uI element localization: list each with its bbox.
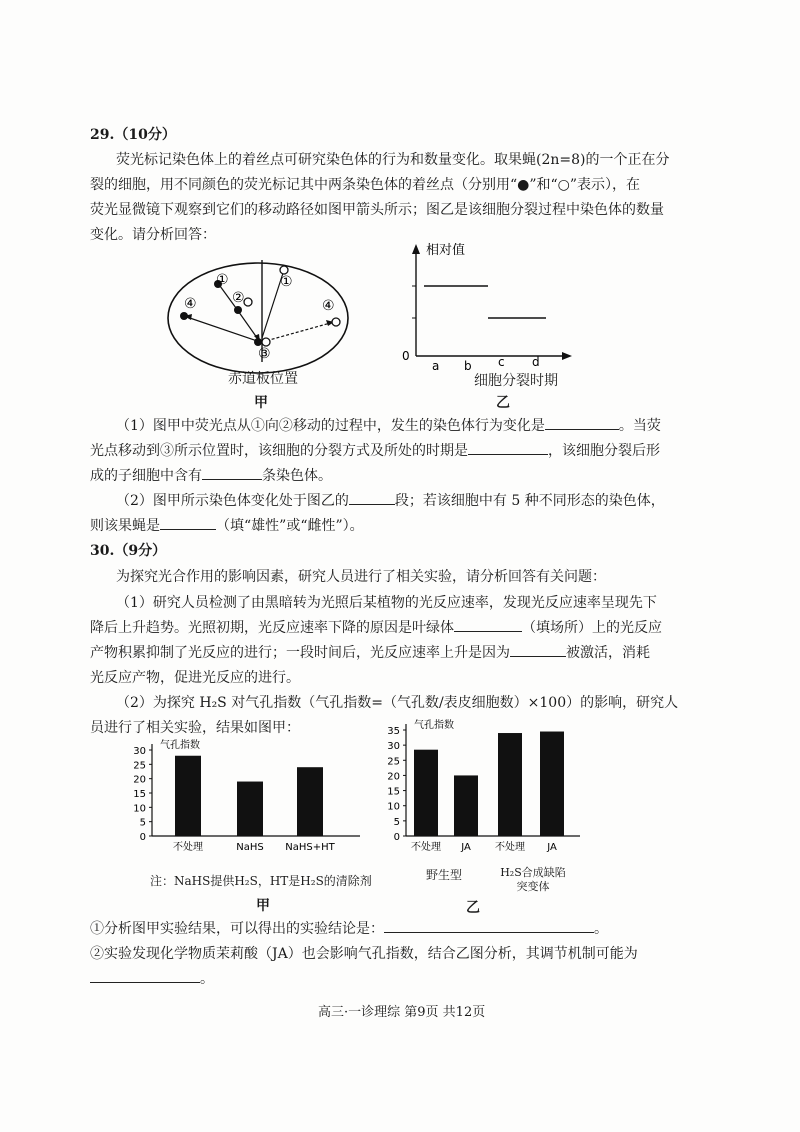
bar — [454, 775, 478, 836]
y-axis-label: 气孔指数 — [160, 740, 200, 751]
bar — [237, 782, 263, 836]
y-tick-label: 5 — [393, 816, 400, 828]
q30-s2-line1: （2）为探究 H₂S 对气孔指数（气孔指数=（气孔数/表皮细胞数）×100）的影响，研究人 — [116, 695, 679, 711]
tick-a: a — [432, 359, 440, 373]
q30-s2-line2: 员进行了相关实验，结果如图甲： — [90, 720, 300, 736]
category-label: NaHS — [236, 842, 264, 852]
q29-intro-line1: 荧光标记染色体上的着丝点可研究染色体的行为和数量变化。取果蝇(2n=8)的一个正在分 — [116, 152, 670, 168]
q30-intro: 为探究光合作用的影响因素，研究人员进行了相关实验，请分析回答有关问题： — [116, 569, 606, 585]
q29-s1-line1: （1）图甲中荧光点从①向②移动的过程中，发生的染色体行为变化是 。当荧 — [116, 415, 661, 437]
bar-chart-yi — [370, 712, 590, 852]
q30-q2: ②实验发现化学物质茉莉酸（JA）也会影响气孔指数，结合乙图分析，其调节机制可能为 — [90, 946, 638, 962]
answer-blank[interactable] — [384, 918, 594, 933]
q29-s1-line3: 成的子细胞中含有 条染色体。 — [90, 465, 332, 487]
y-axis-label: 气孔指数 — [414, 720, 454, 731]
q29-s2-line1: （2）图甲所示染色体变化处于图乙的 段；若该细胞中有 5 种不同形态的染色体， — [116, 490, 665, 512]
category-label: JA — [461, 842, 471, 852]
bar — [175, 756, 201, 836]
bar-chart-jia — [110, 732, 380, 852]
y-tick-label: 10 — [387, 801, 400, 813]
tick-c: c — [498, 355, 505, 369]
fig-label-1: ① — [216, 272, 229, 288]
y-tick-label: 20 — [133, 774, 146, 786]
equatorial-plate-caption: 赤道板位置 — [228, 371, 298, 387]
chart-jia-note: 注：NaHS提供H₂S，HT是H₂S的清除剂 — [150, 874, 372, 888]
y-tick-label: 0 — [393, 832, 400, 843]
answer-blank[interactable] — [160, 515, 216, 530]
bar — [414, 750, 438, 836]
answer-blank[interactable] — [545, 415, 619, 430]
y-tick-label: 30 — [133, 746, 146, 757]
bar — [540, 732, 564, 836]
q30-q1: ①分析图甲实验结果，可以得出的实验结论是： 。 — [90, 918, 608, 940]
y-tick-label: 5 — [139, 817, 146, 829]
y-tick-label: 15 — [133, 789, 146, 800]
q29-heading: 29.（10分） — [90, 127, 176, 143]
category-label: JA — [547, 842, 557, 852]
chart-jia-title: 甲 — [256, 898, 270, 914]
fig-label-2: ② — [232, 290, 245, 306]
q29-intro-line3: 荧光显微镜下观察到它们的移动路径如图甲箭头所示；图乙是该细胞分裂过程中染色体的数量 — [90, 202, 664, 218]
fig-label-4b: ④ — [322, 298, 335, 314]
answer-blank[interactable] — [349, 490, 395, 505]
y-tick-label: 20 — [387, 771, 400, 783]
y-tick-label: 30 — [387, 741, 400, 753]
q30-q2-answer-line: 。 — [90, 968, 214, 990]
figure-yi-step-graph — [396, 238, 586, 374]
q29-s2-line2: 则该果蝇是 （填“雄性”或“雌性”）。 — [90, 515, 364, 537]
q29-intro-line2: 裂的细胞，用不同颜色的荧光标记其中两条染色体的着丝点（分别用“●”和“○”表示），在 — [90, 177, 641, 193]
q29-s1-line2: 光点移动到③所示位置时，该细胞的分裂方式及所处的时期是 ，该细胞分裂后形 — [90, 440, 660, 462]
answer-blank[interactable] — [510, 642, 566, 657]
q30-heading: 30.（9分） — [90, 543, 167, 559]
origin-label: 0 — [402, 349, 410, 363]
figure-yi-xlabel: 细胞分裂时期 — [474, 373, 558, 389]
category-label: 不处理 — [495, 842, 525, 852]
answer-blank[interactable] — [454, 617, 522, 632]
q29-intro-line4: 变化。请分析回答： — [90, 227, 216, 243]
page-footer: 高三·一诊理综 第9页 共12页 — [318, 1005, 486, 1020]
dot-open — [280, 266, 288, 274]
tick-d: d — [532, 355, 540, 369]
q30-s1-line3: 产物积累抑制了光反应的进行；一段时间后，光反应速率上升是因为 被激活，消耗 — [90, 642, 650, 664]
category-label: 不处理 — [411, 842, 441, 852]
q30-s1-line4: 光反应产物，促进光反应的进行。 — [90, 670, 300, 686]
category-label: 不处理 — [173, 842, 203, 852]
y-tick-label: 15 — [387, 786, 400, 798]
tick-b: b — [464, 359, 472, 373]
chart-yi-title: 乙 — [466, 900, 480, 916]
fig-label-1b: ① — [280, 274, 293, 290]
fig-label-4: ④ — [184, 296, 197, 312]
y-axis-label: 相对值 — [426, 243, 466, 258]
chart-yi-group1: 野生型 — [426, 868, 463, 882]
y-tick-label: 25 — [133, 760, 146, 772]
answer-blank[interactable] — [468, 440, 548, 455]
q30-s1-line1: （1）研究人员检测了由黑暗转为光照后某植物的光反应速率，发现光反应速率呈现先下 — [116, 595, 657, 611]
y-tick-label: 10 — [133, 803, 146, 815]
bar — [297, 767, 323, 836]
chart-yi-group2: H₂S合成缺陷突变体 — [500, 866, 566, 893]
q30-s1-line2: 降后上升趋势。光照初期，光反应速率下降的原因是叶绿体 （填场所）上的光反应 — [90, 617, 662, 639]
y-tick-label: 25 — [387, 756, 400, 768]
bar — [498, 733, 522, 836]
figure-yi-name: 乙 — [496, 395, 510, 411]
category-label: NaHS+HT — [285, 842, 335, 852]
fig-label-3: ③ — [258, 346, 271, 362]
answer-blank[interactable] — [202, 465, 262, 480]
answer-blank[interactable] — [90, 968, 200, 983]
y-tick-label: 0 — [139, 832, 146, 843]
y-tick-label: 35 — [387, 726, 400, 737]
figure-jia-name: 甲 — [254, 395, 268, 411]
